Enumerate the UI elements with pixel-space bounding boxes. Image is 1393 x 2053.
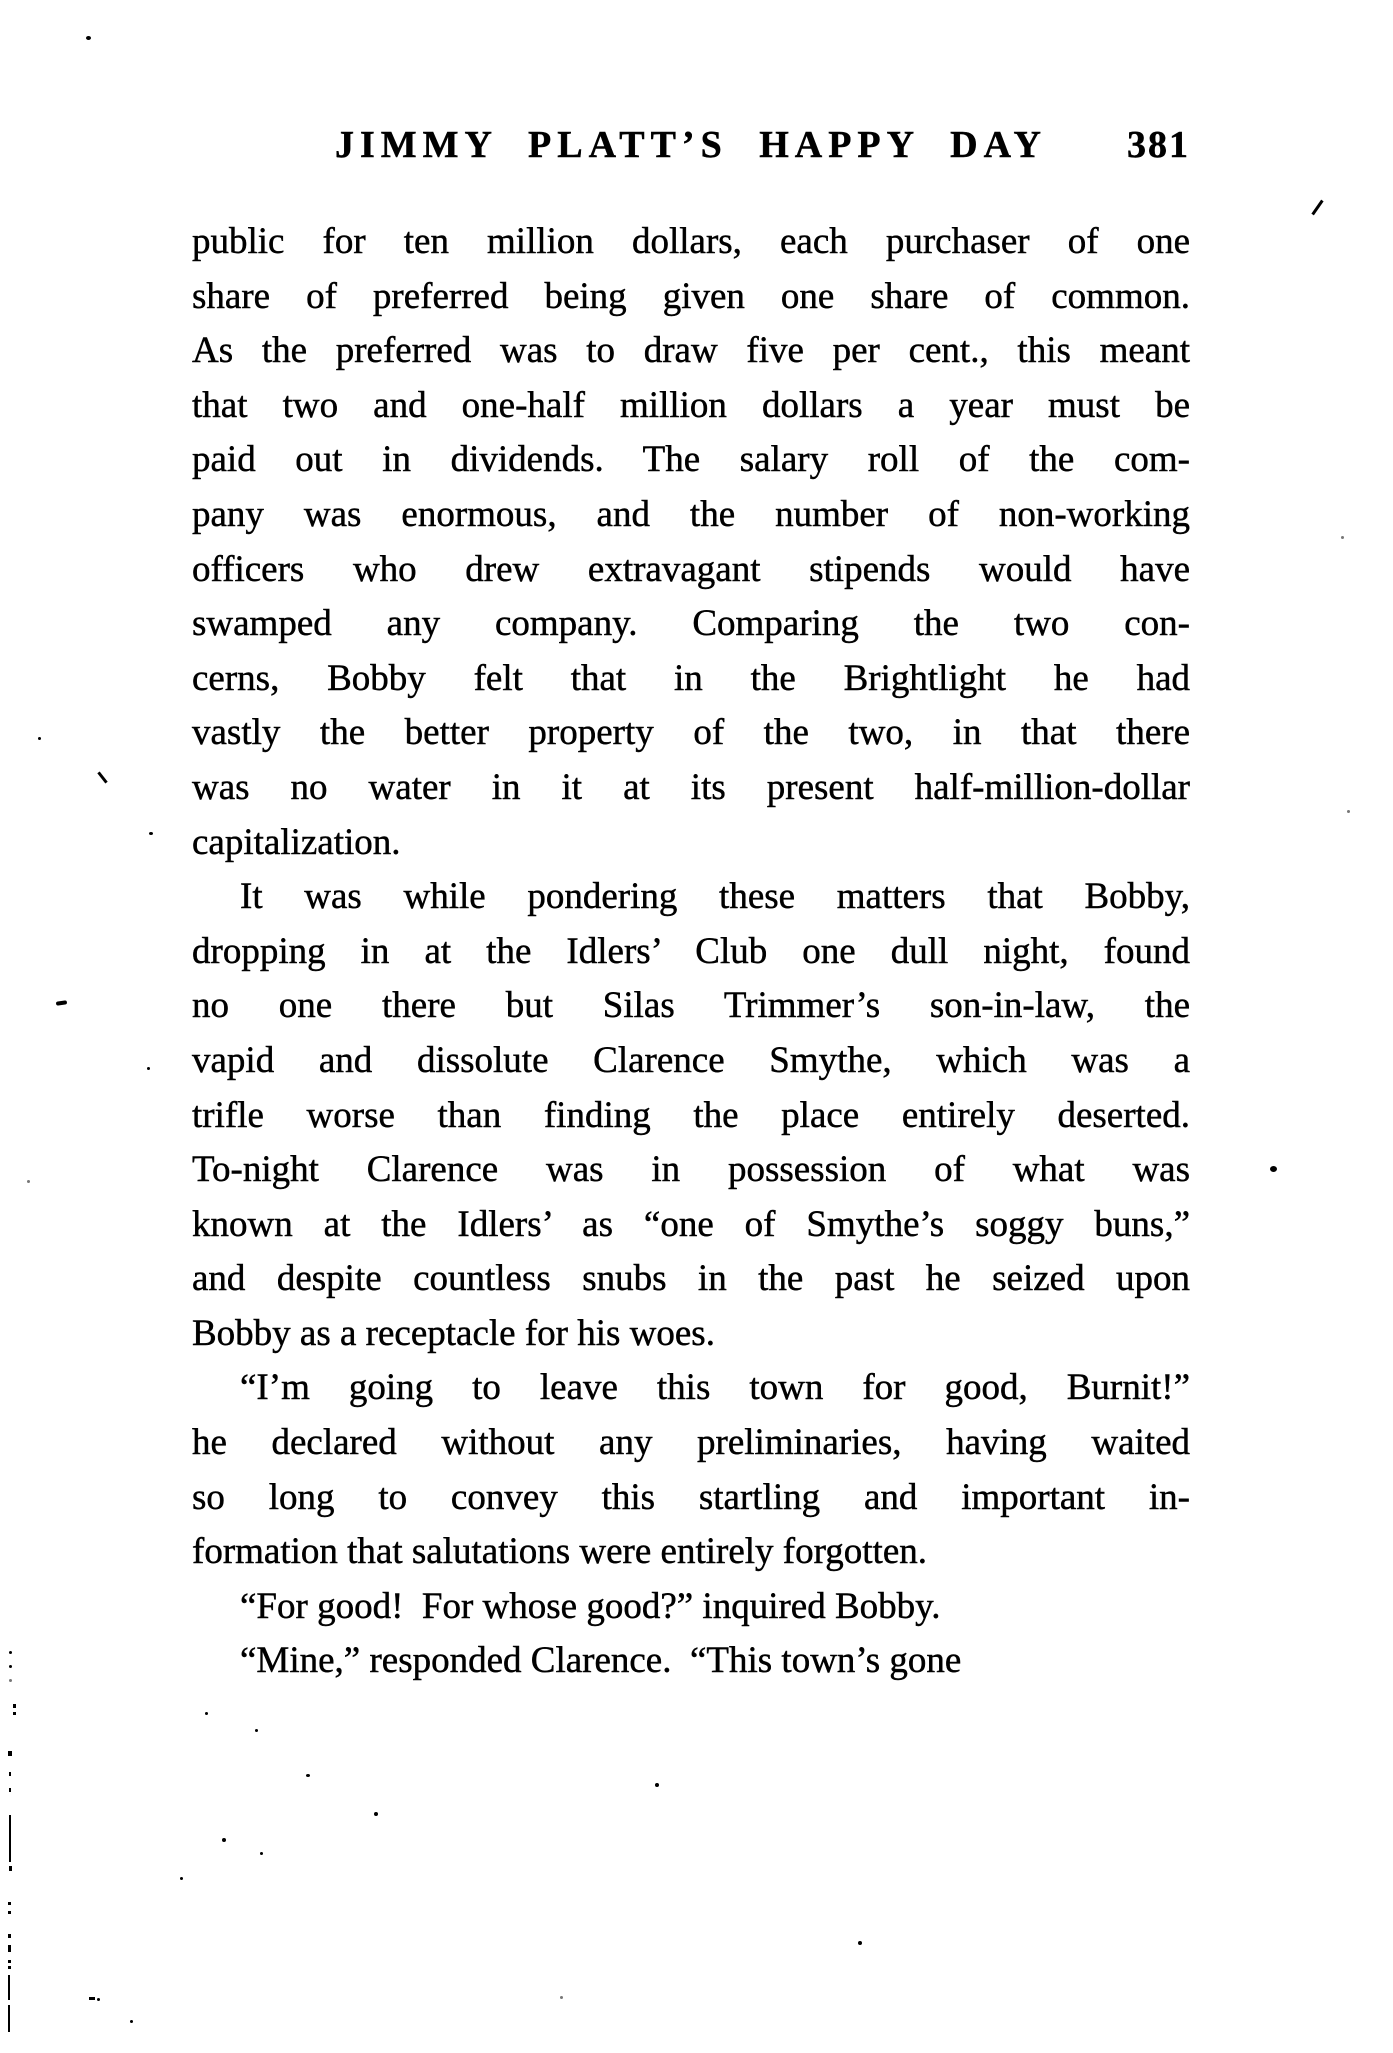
text-line: As the preferred was to draw five per cent., this meant [192,330,1190,372]
text-line: was no water in it at its present half-million-dollar [192,766,1190,808]
text-line: cerns, Bobby felt that in the Brightlight he had [192,657,1190,699]
text-line: officers who drew extravagant stipends would have [192,548,1190,590]
page-body [192,215,1190,1689]
text-line: pany was enormous, and the number of non-working [192,493,1190,535]
text-line: To-night Clarence was in possession of what was [192,1149,1190,1191]
text-line: swamped any company. Comparing the two con- [192,603,1190,645]
page-number: 381 [1127,124,1190,166]
text-line: known at the Idlers’ as “one of Smythe’s soggy buns,” [192,1203,1190,1245]
paragraph [192,870,1190,1361]
text-line: dropping in at the Idlers’ Club one dull night, found [192,930,1190,972]
page-header [192,122,1190,170]
text-line: paid out in dividends. The salary roll of the com- [192,439,1190,481]
text-line: and despite countless snubs in the past he seized upon [192,1258,1190,1300]
text-line: It was while pondering these matters that Bobby, [240,876,1190,918]
text-line: formation that salutations were entirely forgotten. [192,1531,927,1573]
paragraph [192,215,1190,870]
running-title: JIMMY PLATT’S HAPPY DAY [334,124,1047,166]
text-line: “Mine,” responded Clarence. “This town’s gone [240,1640,962,1682]
text-line: “I’m going to leave this town for good, Burnit!” [240,1367,1190,1409]
text-line: no one there but Silas Trimmer’s son-in-law, the [192,985,1190,1027]
paragraph [192,1361,1190,1579]
text-line: capitalization. [192,821,401,863]
paragraph [192,1580,1190,1635]
paragraph [192,1634,1190,1689]
text-line: vapid and dissolute Clarence Smythe, which was a [192,1039,1190,1081]
text-line: he declared without any preliminaries, having waited [192,1422,1190,1464]
text-line: that two and one-half million dollars a year must be [192,384,1190,426]
text-line: vastly the better property of the two, in that there [192,712,1190,754]
text-line: public for ten million dollars, each purchaser of one [192,221,1190,262]
text-line: “For good! For whose good?” inquired Bobby. [240,1585,941,1627]
text-line: so long to convey this startling and important in- [192,1476,1190,1518]
text-line: trifle worse than finding the place entirely deserted. [192,1094,1190,1136]
text-line: Bobby as a receptacle for his woes. [192,1312,715,1354]
text-line: share of preferred being given one share of common. [192,275,1190,317]
